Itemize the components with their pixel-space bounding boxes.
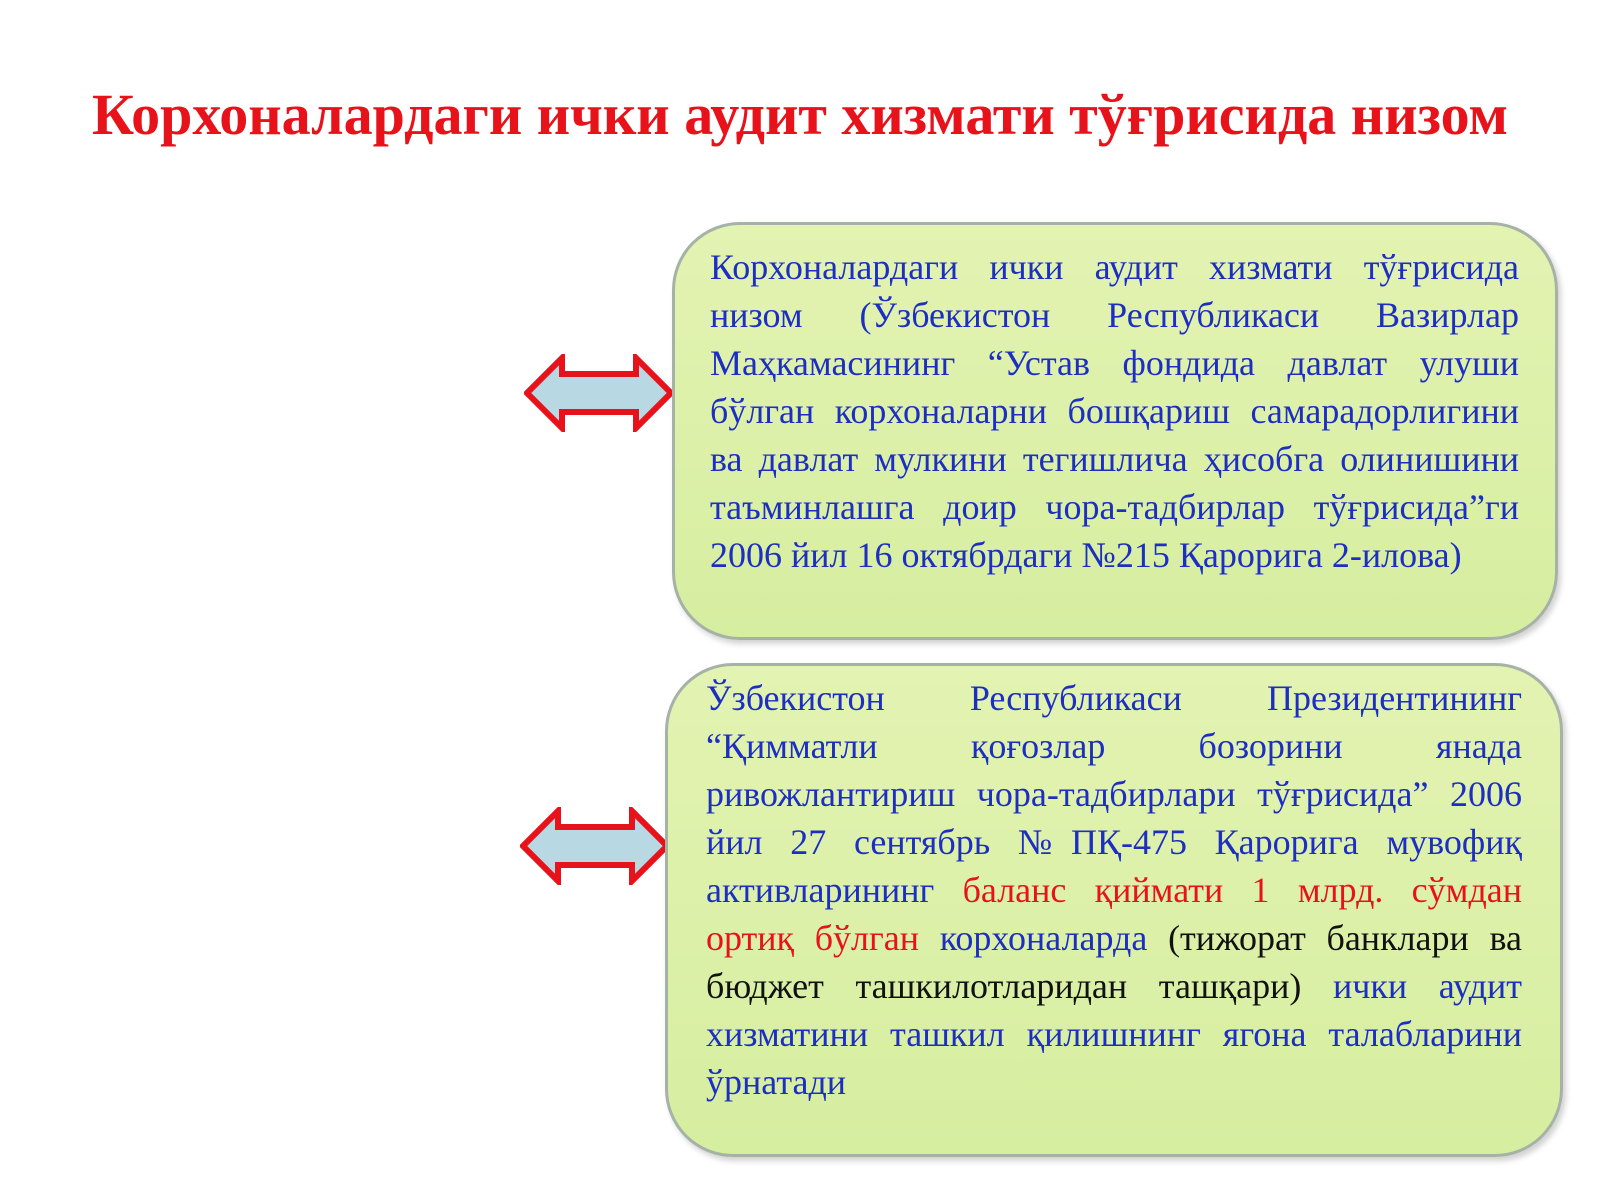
decree-text-enterprises: корхоналарда [919,918,1169,958]
decree-text-intro: Ўзбекистон Республикаси Президентининг “Қимматли қоғозлар бозорини янада ривожлантириш чора-тадбирлари тўғрисида” 2006 йил 27 сентябрь №ПҚ-475 Қарорига мувофиқ активларининг [706,678,1522,910]
presidential-decree-box [665,663,1563,1157]
slide-title: Корхоналардаги ички аудит хизмати тўғрисида низом [91,82,1508,147]
decree-text-conclusion: ички аудит хизматини ташкил қилишнинг ягона талабларини ўрнатади [706,966,1523,1102]
decree-text [706,674,1522,1106]
regulation-text: Корхоналардаги ички аудит хизмати тўғрисида низом (Ўзбекистон Республикаси Вазирлар Маҳкамасининг “Устав фондида давлат улуши бўлган корхоналарни бошқариш самарадорлигини ва давлат мулкини тегишлича ҳисобга олинишини таъминлашга доир чора-тадбирлар тўғрисида”ги 2006 йил 16 октябрдаги №215 Қарорига 2-илова) [710,247,1519,575]
regulation-info-box [672,222,1558,640]
double-arrow-icon [524,354,674,432]
double-arrow-icon [520,807,670,885]
decree-text-exceptions: (тижорат банклари ва бюджет ташкилотларидан ташқари) [706,918,1522,1006]
decree-text-threshold: баланс қиймати 1 млрд. сўмдан ортиқ бўлган [706,870,1522,958]
